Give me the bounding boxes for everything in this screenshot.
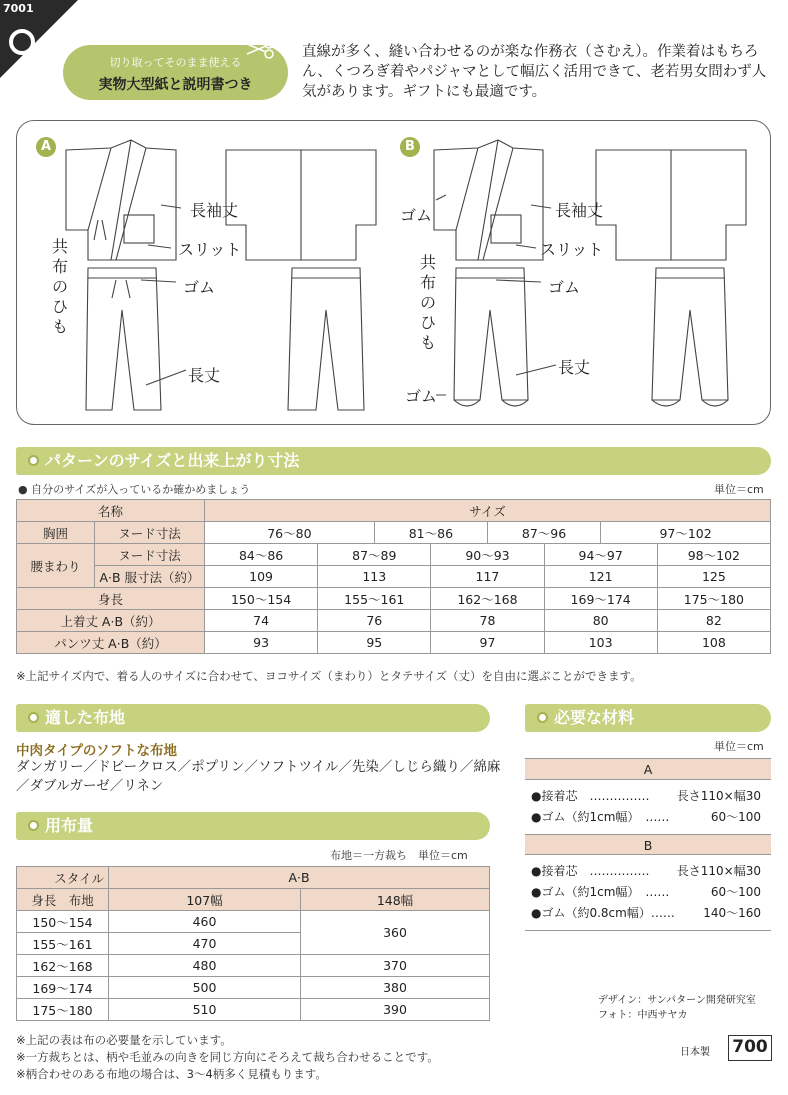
materials-b-head: B	[525, 834, 771, 855]
size-footnote: ※上記サイズ内で、着る人のサイズに合わせて、ヨコサイズ（まわり）とタテサイズ（丈）を自由に選ぶことができます。	[16, 669, 642, 683]
cell: 155〜161	[318, 588, 431, 610]
materials-table	[525, 758, 771, 931]
cell: 82	[657, 610, 770, 632]
cell: 94〜97	[544, 544, 657, 566]
cell: 81〜86	[374, 522, 487, 544]
cell: 87〜89	[318, 544, 431, 566]
bullet-icon	[28, 712, 39, 723]
garment-illustrations	[16, 120, 771, 425]
yardage-table	[16, 866, 490, 1021]
cell: 360	[301, 911, 490, 955]
materials-unit: 単位＝cm	[714, 740, 764, 753]
cell: 150〜154	[205, 588, 318, 610]
th-height-fabric: 身長 布地	[17, 889, 109, 911]
row-height-label: 身長	[17, 588, 205, 610]
materials-section-bar	[525, 704, 771, 732]
cell: 162〜168	[17, 955, 109, 977]
yardage-section-bar	[16, 812, 490, 840]
yardage-note-3: ※柄合わせのある布地の場合は、3〜4柄多く見積もります。	[16, 1067, 327, 1081]
brand-logo-icon	[9, 29, 35, 55]
cell: 76	[318, 610, 431, 632]
b-cord-label: 共布のひも	[419, 253, 436, 352]
scissors-icon	[245, 38, 275, 60]
badge-line1: 切り取ってそのまま使える	[109, 56, 242, 69]
cell: 95	[318, 632, 431, 654]
yardage-note: 布地＝一方裁ち 単位＝cm	[330, 849, 468, 862]
page-number: 700	[728, 1035, 772, 1061]
row-chest-label: 胸囲	[17, 522, 95, 544]
cell: 108	[657, 632, 770, 654]
badge-line2: 実物大型紙と説明書つき	[98, 77, 253, 93]
cell: 162〜168	[431, 588, 544, 610]
style-a-badge: A	[36, 137, 56, 157]
cell: 169〜174	[17, 977, 109, 999]
th-ab: A·B	[109, 867, 490, 889]
a-sleeve-label: 長袖丈	[190, 201, 239, 220]
cell: 155〜161	[17, 933, 109, 955]
cell: 113	[318, 566, 431, 588]
row-waist-label: 腰まわり	[17, 544, 95, 588]
b-pants-front	[454, 268, 528, 400]
row-top-label: 上着丈 A·B（約）	[17, 610, 205, 632]
cell: 93	[205, 632, 318, 654]
th-148: 148幅	[301, 889, 490, 911]
materials-section-title: 必要な材料	[554, 708, 635, 727]
th-name: 名称	[17, 500, 205, 522]
cell: 175〜180	[17, 999, 109, 1021]
cell: 109	[205, 566, 318, 588]
b-length-label: 長丈	[558, 358, 591, 377]
size-section-bar	[16, 447, 771, 475]
cell: 500	[109, 977, 301, 999]
materials-row: ●ゴム（約1cm幅） …… 60〜100	[531, 885, 761, 899]
b-pants-back	[652, 268, 728, 400]
materials-row: ●ゴム（約0.8cm幅）…… 140〜160	[531, 906, 761, 920]
cell: 80	[544, 610, 657, 632]
cell: 470	[109, 933, 301, 955]
a-pants-back	[288, 268, 364, 410]
fabric-subtitle: 中肉タイプのソフトな布地	[16, 743, 178, 759]
size-table	[16, 499, 771, 654]
bullet-icon	[28, 820, 39, 831]
materials-row: ●接着芯 …………… 長さ110×幅30	[531, 789, 761, 803]
fabric-section-bar	[16, 704, 490, 732]
th-style: スタイル	[17, 867, 109, 889]
cell: 98〜102	[657, 544, 770, 566]
cell: 84〜86	[205, 544, 318, 566]
yardage-section-title: 用布量	[45, 816, 94, 835]
b-elastic-label-1: ゴム	[400, 206, 433, 225]
a-pants-front	[86, 268, 161, 410]
materials-row: ●ゴム（約1cm幅） …… 60〜100	[531, 810, 761, 824]
cell: 121	[544, 566, 657, 588]
row-chest-nude: ヌード寸法	[95, 522, 205, 544]
a-length-label: 長丈	[188, 366, 221, 385]
cell: 150〜154	[17, 911, 109, 933]
size-section-title: パターンのサイズと出来上がり寸法	[45, 451, 300, 470]
size-note-text: 自分のサイズが入っているか確かめましょう	[31, 483, 251, 496]
yardage-note-1: ※上記の表は布の必要量を示しています。	[16, 1033, 232, 1047]
materials-row: ●接着芯 …………… 長さ110×幅30	[531, 864, 761, 878]
bullet-icon	[537, 712, 548, 723]
yardage-note-2: ※一方裁ちとは、柄や毛並みの向きを同じ方向にそろえて裁ち合わせることです。	[16, 1050, 439, 1064]
a-slit-label: スリット	[178, 240, 242, 259]
cell: 103	[544, 632, 657, 654]
cell: 90〜93	[431, 544, 544, 566]
th-size: サイズ	[205, 500, 771, 522]
cell: 510	[109, 999, 301, 1021]
cell: 97〜102	[601, 522, 771, 544]
fabric-section-title: 適した布地	[45, 708, 126, 727]
yardage-notes	[16, 1032, 439, 1083]
credits	[598, 993, 756, 1023]
b-elastic-label-2: ゴム	[548, 278, 581, 297]
cell: 380	[301, 977, 490, 999]
credit-design: デザイン：サンパターン開発研究室	[598, 995, 756, 1006]
fabric-list: ダンガリー／ドビークロス／ポプリン／ソフトツイル／先染／しじら織り／綿麻／ダブルガーゼ／リネン	[16, 759, 501, 794]
cell: 76〜80	[205, 522, 375, 544]
row-garment-label: A·B 服寸法（約）	[95, 566, 205, 588]
size-unit: 単位＝cm	[714, 483, 764, 496]
a-elastic-label: ゴム	[183, 278, 216, 297]
style-b-badge: B	[400, 137, 420, 157]
cell: 370	[301, 955, 490, 977]
cell: 78	[431, 610, 544, 632]
materials-a-head: A	[525, 759, 771, 780]
cell: 175〜180	[657, 588, 770, 610]
cell: 460	[109, 911, 301, 933]
cell: 125	[657, 566, 770, 588]
size-note: ● 自分のサイズが入っているか確かめましょう	[18, 483, 251, 496]
cell: 74	[205, 610, 318, 632]
cell: 390	[301, 999, 490, 1021]
cell: 87〜96	[487, 522, 600, 544]
cell: 169〜174	[544, 588, 657, 610]
intro-text: 直線が多く、縫い合わせるのが楽な作務衣（さむえ）。作業着はもちろん、くつろぎ着やパジャマとして幅広く活用できて、老若男女問わず人気があります。ギフトにも最適です。	[302, 44, 767, 100]
cell: 480	[109, 955, 301, 977]
cell: 117	[431, 566, 544, 588]
a-cord-label: 共布のひも	[51, 237, 68, 336]
b-sleeve-label: 長袖丈	[555, 201, 604, 220]
b-elastic-label-3: ゴム	[405, 387, 438, 406]
made-in: 日本製	[680, 1047, 710, 1058]
credit-photo: フォト：中西サヤカ	[598, 1010, 688, 1021]
cell: 97	[431, 632, 544, 654]
bullet-icon	[28, 455, 39, 466]
th-107: 107幅	[109, 889, 301, 911]
row-waist-nude: ヌード寸法	[95, 544, 205, 566]
row-pants-label: パンツ丈 A·B（約）	[17, 632, 205, 654]
b-slit-label: スリット	[540, 240, 604, 259]
pattern-code: 7001	[3, 2, 34, 15]
